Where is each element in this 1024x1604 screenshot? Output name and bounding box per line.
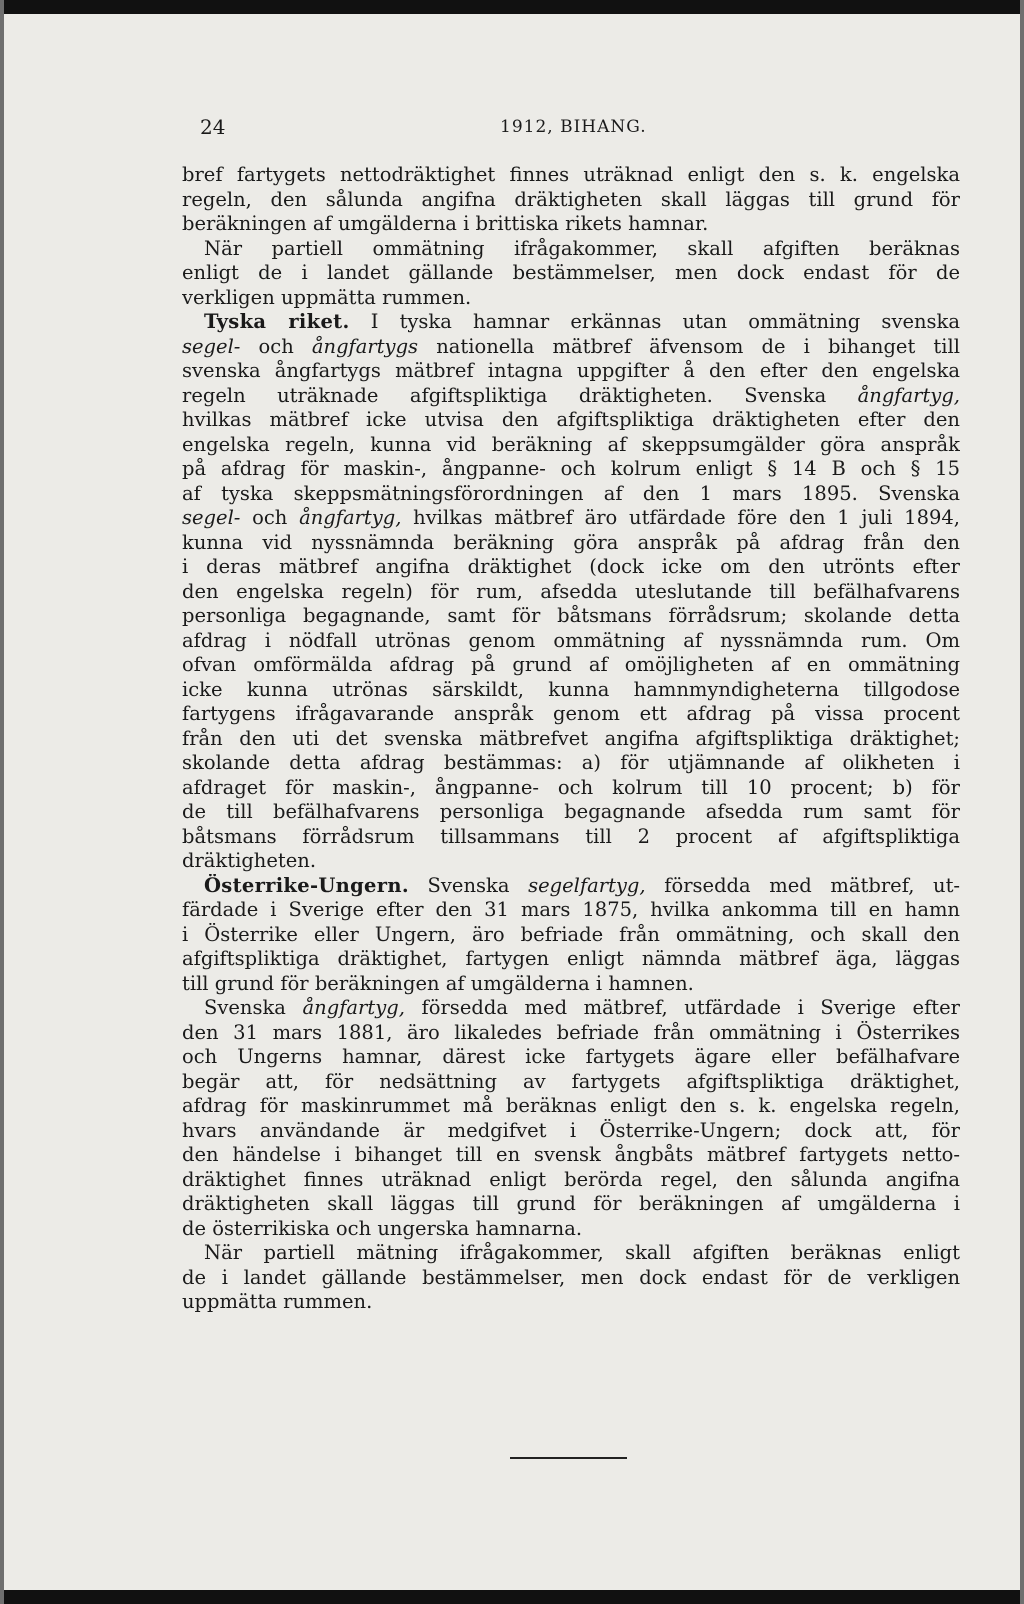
text-line: afdraget för maskin-, ångpanne- och kolrum till 10 procent; b) för: [182, 775, 960, 799]
section-heading: Tyska riket.: [204, 310, 350, 333]
text-line: i Österrike eller Ungern, äro befriade från ommätning, och skall den: [182, 922, 960, 946]
section-heading: Österrike-Ungern.: [204, 873, 409, 897]
text-line: begär att, för nedsättning av fartygets afgiftspliktiga dräktighet,: [182, 1069, 960, 1093]
text-line: på afdrag för maskin-, ångpanne- och kolrum enligt § 14 B och § 15: [182, 457, 960, 480]
text-line: dräktigheten.: [182, 849, 317, 872]
text-line: enligt de i landet gällande bestämmelser, men dock endast för de: [182, 261, 960, 284]
scan-border-bottom: [0, 1590, 1024, 1604]
text-line: svenska ångfartygs mätbref intagna uppgifter å den efter den engelska: [182, 359, 960, 382]
text-line: och Ungerns hamnar, därest icke fartygets ägare eller befälhafvare: [182, 1045, 960, 1068]
text-line: kunna vid nyssnämnda beräkning göra anspråk på afdrag från den: [182, 530, 960, 554]
text-line: segel- och ångfartyg, hvilkas mätbref äro utfärdade före den 1 juli 1894,: [182, 506, 960, 529]
text-line: i deras mätbref angifna dräktighet (dock icke om den utrönts efter: [182, 555, 960, 578]
text-line: den engelska regeln) för rum, afsedda uteslutande till befälhafvarens: [182, 579, 960, 603]
page-number: 24: [200, 115, 226, 139]
text-line: dräktighet finnes uträknad enligt berörda regel, den sålunda angifna: [182, 1167, 960, 1191]
text-line: den 31 mars 1881, äro likaledes befriade från ommätning i Österrikes: [182, 1020, 960, 1044]
page-header: [200, 112, 650, 142]
text-line: de österrikiska och ungerska hamnarna.: [182, 1216, 583, 1240]
text-line: afdrag i nödfall utrönas genom ommätning af nyssnämnda rum. Om: [182, 628, 960, 652]
text-line: skolande detta afdrag bestämmas: a) för utjämnande af olikheten i: [182, 751, 960, 774]
end-rule-divider: [510, 1457, 627, 1459]
text-line: När partiell ommätning ifrågakommer, skall afgiften beräknas: [204, 236, 960, 260]
text-line: från den uti det svenska mätbrefvet angifna afgiftspliktiga dräktighet;: [182, 726, 960, 750]
text-line: hvars användande är medgifvet i Österrike-Ungern; dock att, för: [182, 1118, 960, 1142]
scan-border-right: [1020, 0, 1024, 1604]
text-line: uppmätta rummen.: [182, 1290, 373, 1313]
text-line: segel- och ångfartygs nationella mätbref äfvensom de i bihanget till: [182, 334, 960, 358]
text-line: fartygens ifrågavarande anspråk genom ett afdrag på vissa procent: [182, 702, 960, 725]
text-line: de till befälhafvarens personliga begagnande afsedda rum samt för: [182, 800, 960, 823]
text-line: Tyska riket. I tyska hamnar erkännas utan ommätning svenska: [204, 310, 960, 333]
text-line: regeln, den sålunda angifna dräktigheten skall läggas till grund för: [182, 187, 960, 211]
scan-border-top: [0, 0, 1024, 14]
text-line: regeln uträknade afgiftspliktiga dräktigheten. Svenska ångfartyg,: [182, 383, 960, 407]
text-line: hvilkas mätbref icke utvisa den afgiftspliktiga dräktigheten efter den: [182, 408, 960, 431]
running-head: 1912, BIHANG.: [500, 117, 647, 137]
text-line: ofvan omförmälda afdrag på grund af omöjligheten af en ommätning: [182, 653, 960, 676]
text-line: engelska regeln, kunna vid beräkning af skeppsumgälder göra anspråk: [182, 432, 960, 456]
text-line: personliga begagnande, samt för båtsmans förrådsrum; skolande detta: [182, 604, 960, 627]
scan-border-left: [0, 0, 4, 1604]
text-line: beräkningen af umgälderna i brittiska rikets hamnar.: [182, 212, 709, 235]
text-line: till grund för beräkningen af umgälderna i hamnen.: [182, 971, 694, 995]
text-line: dräktigheten skall läggas till grund för beräkningen af umgälderna i: [182, 1192, 960, 1215]
text-line: båtsmans förrådsrum tillsammans till 2 procent af afgiftspliktiga: [182, 824, 960, 848]
text-line: de i landet gällande bestämmelser, men dock endast för de verkligen: [182, 1265, 960, 1289]
text-line: afgiftspliktiga dräktighet, fartygen enligt nämnda mätbref äga, läggas: [182, 947, 960, 970]
text-line: Österrike-Ungern. Svenska segelfartyg, försedda med mätbref, ut-: [204, 873, 960, 897]
text-line: afdrag för maskinrummet må beräknas enligt den s. k. engelska regeln,: [182, 1094, 960, 1117]
text-line: icke kunna utrönas särskildt, kunna hamnmyndigheterna tillgodose: [182, 677, 960, 701]
text-line: När partiell mätning ifrågakommer, skall afgiften beräknas enligt: [204, 1241, 960, 1264]
text-line: verkligen uppmätta rummen.: [182, 285, 472, 309]
text-line: färdade i Sverige efter den 31 mars 1875, hvilka ankomma till en hamn: [182, 898, 960, 921]
text-line: af tyska skeppsmätningsförordningen af den 1 mars 1895. Svenska: [182, 481, 960, 505]
body-text: [182, 163, 960, 1315]
text-line: bref fartygets nettodräktighet finnes uträknad enligt den s. k. engelska: [182, 163, 960, 186]
text-line: Svenska ångfartyg, försedda med mätbref, utfärdade i Sverige efter: [204, 996, 960, 1019]
text-line: den händelse i bihanget till en svensk ångbåts mätbref fartygets netto-: [182, 1143, 960, 1166]
